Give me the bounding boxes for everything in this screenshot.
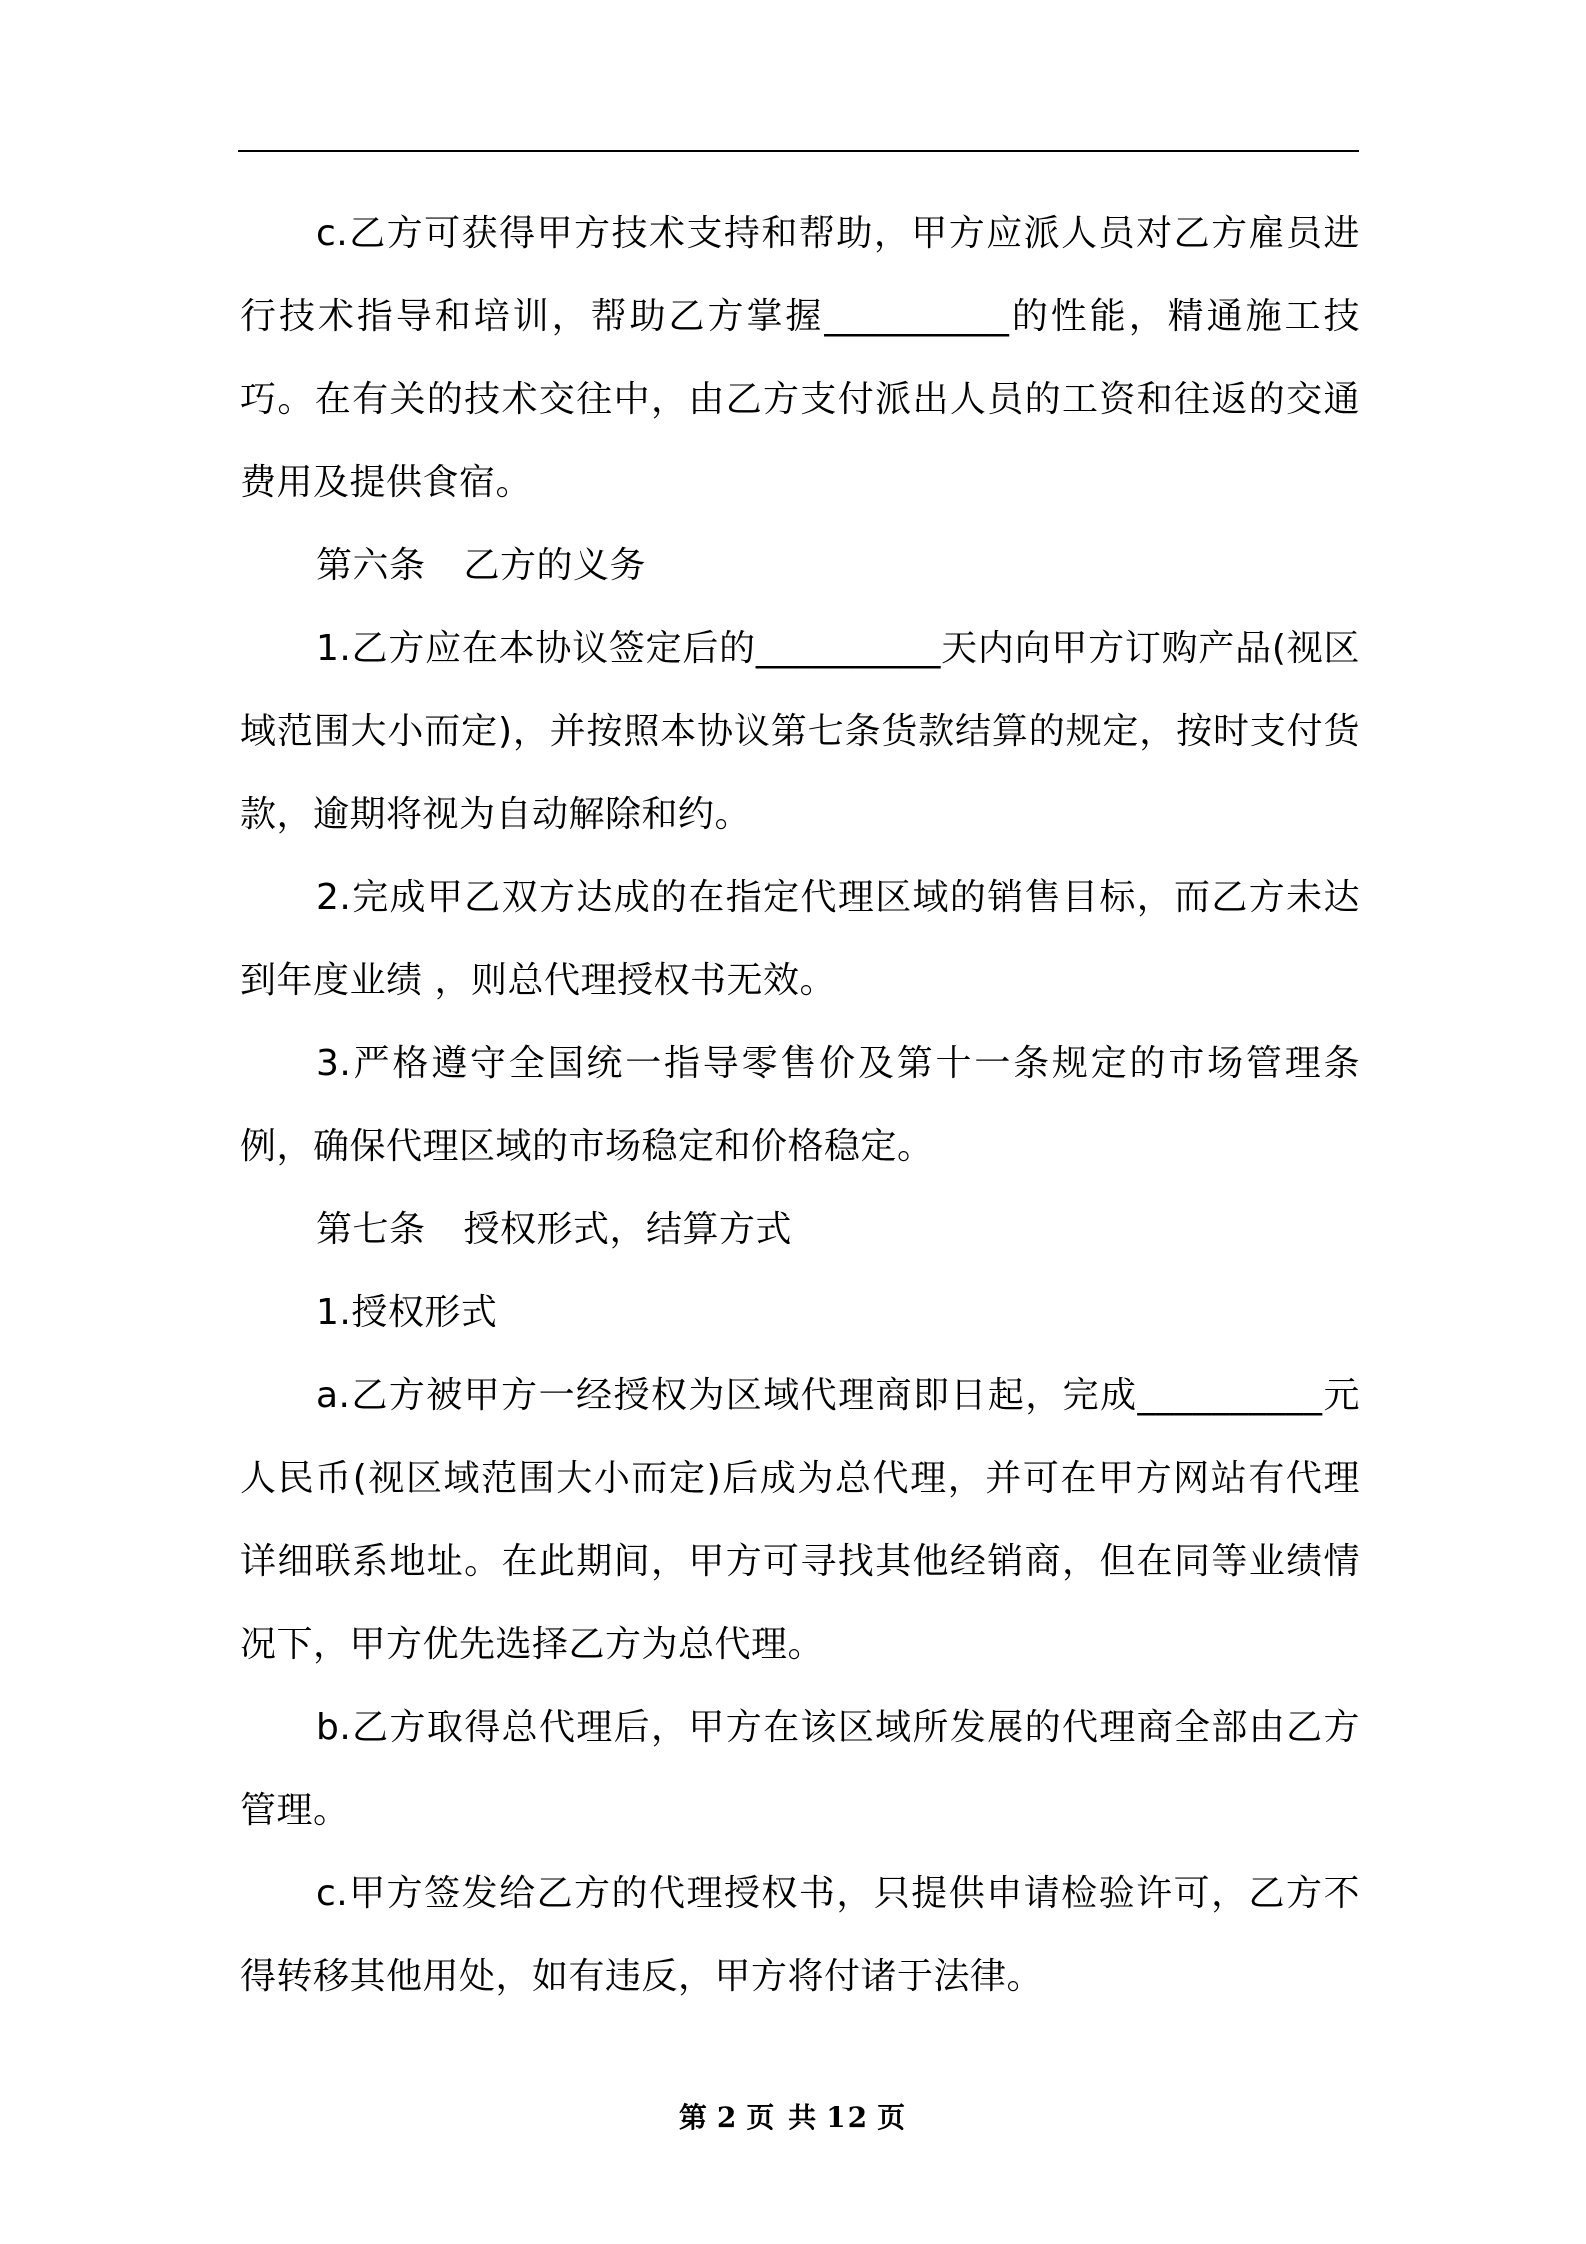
paragraph-order-products: 1.乙方应在本协议签定后的__________天内向甲方订购产品(视区域范围大小而定)，并按照本协议第七条货款结算的规定，按时支付货款，逾期将视为自动解除和约。: [240, 628, 1360, 835]
clause-six-number: 第六条: [316, 545, 426, 586]
paragraph-price-compliance: 3.严格遵守全国统一指导零售价及第十一条规定的市场管理条例，确保代理区域的市场稳定和价格稳定。: [240, 1043, 1360, 1167]
document-body: [240, 192, 1360, 2018]
paragraph-regional-agent: a.乙方被甲方一经授权为区域代理商即日起，完成__________元人民币(视区域范围大小而定)后成为总代理，并可在甲方网站有代理详细联系地址。在此期间，甲方可寻找其他经销商，但在同等业绩情况下，甲方优先选择乙方为总代理。: [240, 1375, 1360, 1665]
footer-total-pages: 12: [826, 2101, 870, 2134]
clause-seven-number: 第七条: [316, 1209, 426, 1250]
footer-label-end: 页: [877, 2101, 908, 2134]
clause-six-heading: [240, 524, 1360, 607]
paragraph-authorization-form: 1.授权形式: [316, 1292, 498, 1333]
paragraph-sales-target: 2.完成甲乙双方达成的在指定代理区域的销售目标，而乙方未达到年度业绩 ，则总代理授权书无效。: [240, 877, 1360, 1001]
paragraph-general-agent: b.乙方取得总代理后，甲方在该区域所发展的代理商全部由乙方管理。: [240, 1707, 1360, 1831]
footer-current-page: 2: [716, 2101, 739, 2134]
page-number-footer: [0, 2096, 1586, 2136]
footer-label-page: 第: [678, 2101, 709, 2134]
clause-seven-heading: [240, 1188, 1360, 1271]
paragraph-tech-support: c.乙方可获得甲方技术支持和帮助，甲方应派人员对乙方雇员进行技术指导和培训，帮助乙方掌握__________的性能，精通施工技巧。在有关的技术交往中，由乙方支付派出人员的工资和往返的交通费用及提供食宿。: [240, 213, 1360, 503]
clause-seven-title: 授权形式，结算方式: [463, 1209, 793, 1250]
clause-six-title: 乙方的义务: [463, 545, 647, 586]
header-rule: [238, 150, 1359, 152]
paragraph-authorization-letter: c.甲方签发给乙方的代理授权书，只提供申请检验许可，乙方不得转移其他用处，如有违反，甲方将付诸于法律。: [240, 1873, 1360, 1997]
footer-label-of: 页 共: [746, 2101, 819, 2134]
